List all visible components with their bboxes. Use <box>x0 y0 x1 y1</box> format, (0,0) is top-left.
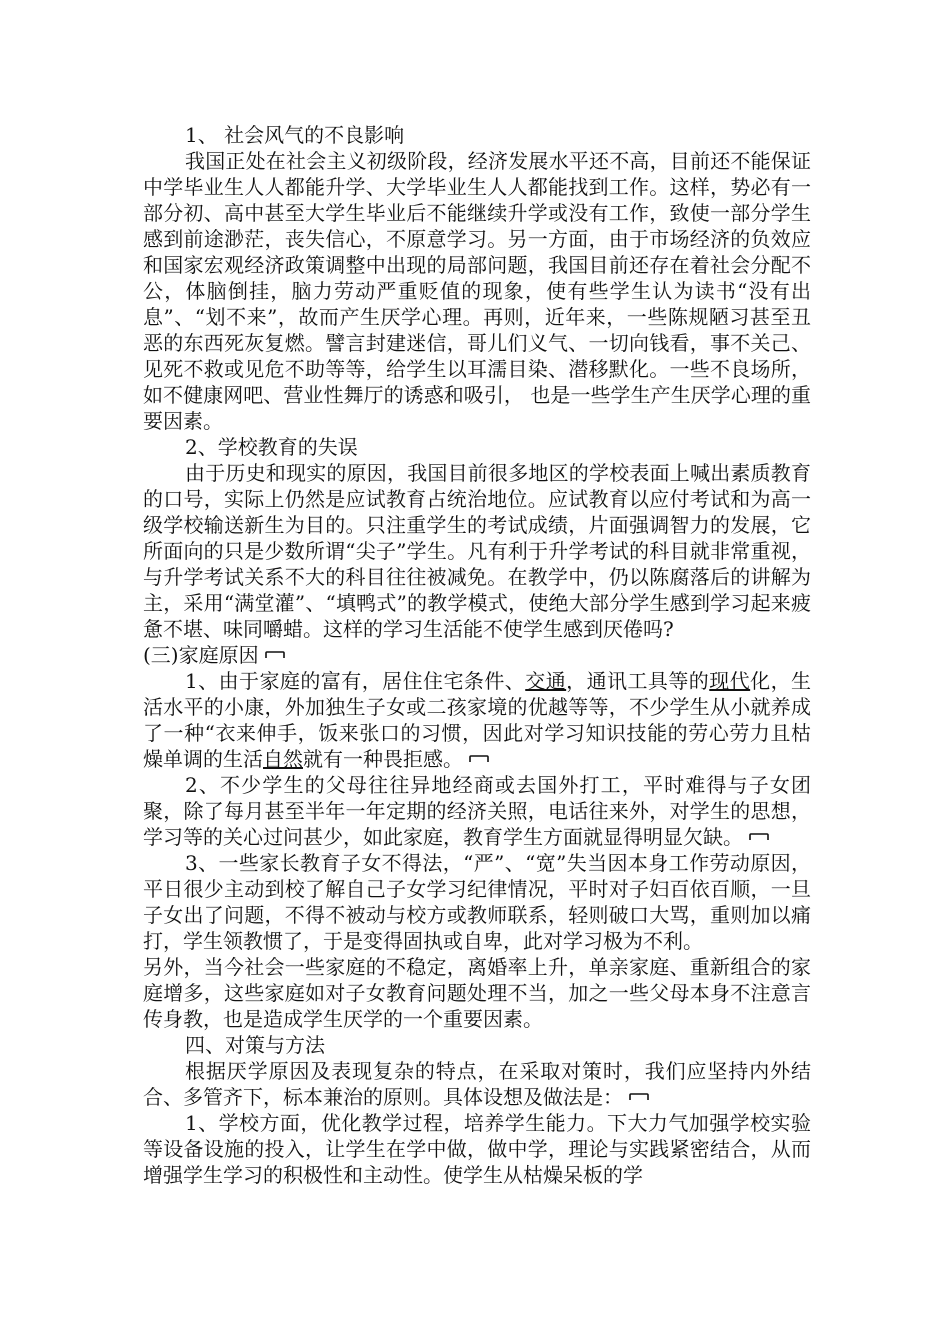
return-mark-icon <box>629 1093 649 1101</box>
text-span: 根据厌学原因及表现复杂的特点，在采取对策时，我们应坚持内外结合、多管齐下，标本兼治的原则。具体设想及做法是： <box>143 1059 811 1109</box>
text-span: ，通讯工具等的 <box>566 669 710 693</box>
paragraph-family-absence <box>143 772 811 850</box>
section-heading-social: 1、 社会风气的不良影响 <box>185 123 405 147</box>
paragraph-school-measures: 1、学校方面，优化教学过程，培养学生能力。下大力气加强学校实验等设备设施的投入，让学生在学中做，做中学，理论与实践紧密结合，从而增强学生学习的积极性和主动性。使学生从枯燥呆板的学 <box>143 1111 811 1187</box>
paragraph-family-method: 3、一些家长教育子女不得法，“严”、“宽”失当因本身工作劳动原因，平日很少主动到校了解自己子女学习纪律情况，平时对子妇百依百顺，一旦子女出了问题，不得不被动与校方或教师联系，轻则破口大骂，重则加以痛打，学生领教惯了，于是变得固执或自卑，此对学习极为不利。 <box>143 851 811 953</box>
return-mark-icon <box>265 651 285 659</box>
section-heading-countermeasures: 四、对策与方法 <box>185 1033 325 1057</box>
return-mark-icon <box>469 755 489 763</box>
section-heading-family <box>143 642 811 668</box>
return-mark-icon <box>749 833 769 841</box>
paragraph-principles <box>143 1058 811 1110</box>
text-span: 1、由于家庭的富有，居住住宅条件、 <box>185 669 526 693</box>
section-heading-family-text: (三)家庭原因 <box>143 643 259 667</box>
text-span: 就有一种畏拒感。 <box>303 747 463 771</box>
link-modern[interactable]: 现代 <box>709 669 751 693</box>
paragraph-school-education: 由于历史和现实的原因，我国目前很多地区的学校表面上喊出素质教育的口号，实际上仍然是应试教育占统治地位。应试教育以应付考试和为高一级学校输送新生为目的。只注重学生的考试成绩，片面强调智力的发展，它所面向的只是少数所谓“尖子”学生。凡有利于升学考试的科目就非常重视，与升学考试关系不大的科目往往被减免。在教学中，仍以陈腐落后的讲解为主，采用“满堂灌”、“填鸭式”的教学模式，使绝大部分学生感到学习起来疲惫不堪、味同嚼蜡。这样的学习生活能不使学生感到厌倦吗? <box>143 461 811 641</box>
link-transport[interactable]: 交通 <box>525 669 567 693</box>
link-natural[interactable]: 自然 <box>263 747 303 771</box>
document-page <box>143 122 811 1188</box>
paragraph-family-wealth <box>143 668 811 772</box>
text-span: 2、不少学生的父母往往异地经商或去国外打工，平时难得与子女团聚，除了每月甚至半年一年定期的经济关照，电话往来外，对学生的思想，学习等的关心过问甚少，如此家庭，教育学生方面就显得明显欠缺。 <box>143 773 811 849</box>
paragraph-family-instability: 另外，当今社会一些家庭的不稳定，离婚率上升，单亲家庭、重新组合的家庭增多，这些家庭如对子女教育问题处理不当，加之一些父母本身不注意言传身教，也是造成学生厌学的一个重要因素。 <box>143 955 811 1031</box>
section-heading-school: 2、学校教育的失误 <box>185 435 358 459</box>
paragraph-social-influence: 我国正处在社会主义初级阶段，经济发展水平还不高，目前还不能保证中学毕业生人人都能升学、大学毕业生人人都能找到工作。这样，势必有一部分初、高中甚至大学生毕业后不能继续升学或没有工作，致使一部分学生感到前途渺茫，丧失信心，不原意学习。另一方面，由于市场经济的负效应和国家宏观经济政策调整中出现的局部问题，我国目前还存在着社会分配不公，体脑倒挂，脑力劳动严重贬值的现象，使有些学生认为读书“没有出息”、“划不来”，故而产生厌学心理。再则，近年来，一些陈规陋习甚至丑恶的东西死灰复燃。譬言封建迷信，哥儿们义气、一切向钱看，事不关己、见死不救或见危不助等等，给学生以耳濡目染、潜移默化。一些不良场所，如不健康网吧、营业性舞厅的诱惑和吸引， 也是一些学生产生厌学心理的重要因素。 <box>143 149 811 433</box>
text-span: 化，生活水平的小康，外加独生子女或二孩家境的优越等等，不少学生从小就养成了一种“衣来伸手，饭来张口的习惯，因此对学习知识技能的劳心劳力且枯燥单调的生活 <box>143 669 812 771</box>
